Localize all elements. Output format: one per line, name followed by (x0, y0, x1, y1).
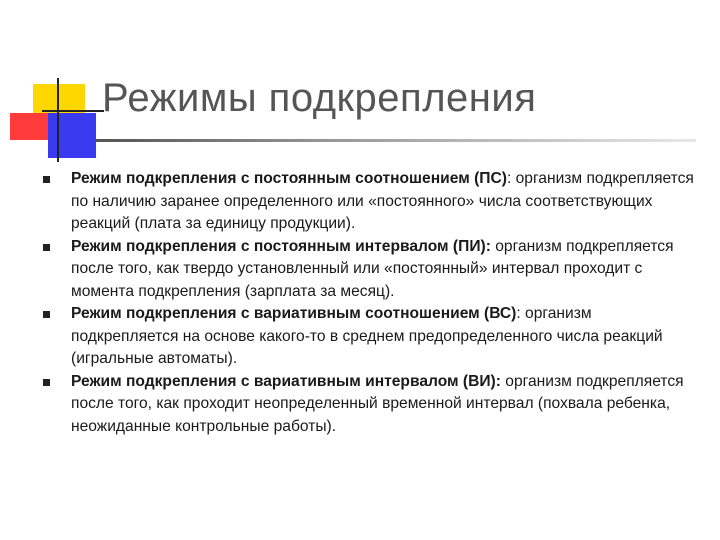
list-item-term: Режим подкрепления с вариативным соотношением (ВС) (71, 305, 517, 322)
list-item-term: Режим подкрепления с постоянным интервалом (ПИ): (71, 237, 491, 255)
list-item-term: Режим подкрепления с вариативным интервалом (ВИ): (71, 372, 501, 390)
list-item-text (71, 168, 702, 236)
bullet-list (0, 168, 720, 438)
decor-horizontal-line (42, 110, 104, 112)
list-item-text (71, 371, 702, 439)
title-underline (96, 139, 696, 142)
list-item (0, 371, 720, 439)
list-item-description: организм подкрепляется после того, как твердо установленный или «постоянный» интервал проходит с момента подкрепления (зарплата за месяц). (71, 237, 674, 300)
list-item (0, 303, 720, 371)
list-item-text (71, 236, 702, 304)
list-item (0, 168, 720, 236)
list-item-term: Режим подкрепления с постоянным соотношением (ПС) (71, 170, 507, 187)
list-item-description: : организм подкрепляется по наличию заранее определенного или «постоянного» числа соответствующих реакций (плата за единицу продукции). (71, 170, 694, 232)
list-item-description: организм подкрепляется после того, как проходит неопределенный временной интервал (похвала ребенка, неожиданные контрольные работы). (71, 372, 684, 435)
slide-title: Режимы подкрепления (102, 76, 537, 120)
bullet-square-icon (43, 244, 50, 251)
decor-vertical-line (57, 78, 59, 162)
list-item (0, 236, 720, 304)
list-item-text (71, 303, 702, 371)
bullet-square-icon (43, 311, 50, 318)
list-item-description: : организм подкрепляется на основе какого-то в среднем предопределенного числа реакций (игральные автоматы). (71, 305, 663, 367)
bullet-square-icon (43, 176, 50, 183)
decor-blue-square (48, 113, 96, 158)
bullet-square-icon (43, 379, 50, 386)
